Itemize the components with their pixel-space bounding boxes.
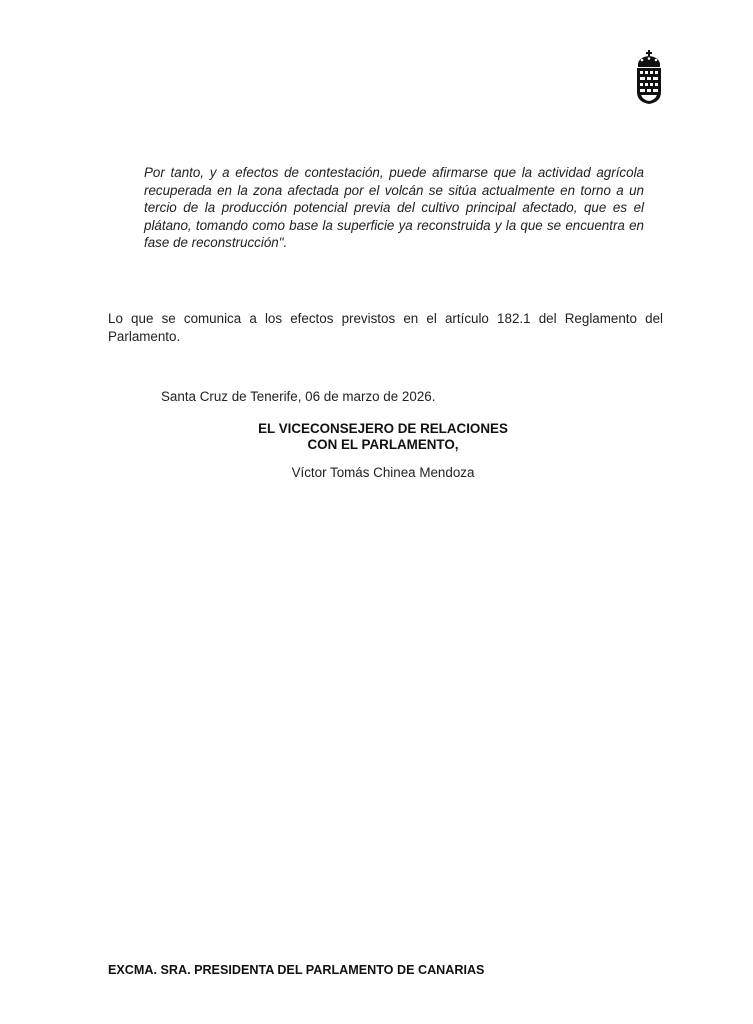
signatory-title-line-2: CON EL PARLAMENTO, (307, 437, 459, 452)
signatory-name: Víctor Tomás Chinea Mendoza (291, 465, 475, 480)
addressee: EXCMA. SRA. PRESIDENTA DEL PARLAMENTO DE CANARIAS (108, 963, 485, 977)
coat-of-arms-icon (634, 50, 664, 105)
signatory-title-line-1: EL VICECONSEJERO DE RELACIONES (258, 421, 508, 436)
quoted-answer-paragraph: Por tanto, y a efectos de contestación, puede afirmarse que la actividad agrícola recuperada en la zona afectada por el volcán se sitúa actualmente en torno a un tercio de la producción potencial previa del cultivo principal afectado, que es el plátano, tomando como base la superficie ya reconstruida y la que se encuentra en fase de reconstrucción". (144, 165, 644, 251)
communication-paragraph: Lo que se comunica a los efectos previstos en el artículo 182.1 del Reglamento del Parlamento. (108, 311, 663, 344)
place-date: Santa Cruz de Tenerife, 06 de marzo de 2026. (161, 389, 436, 404)
signatory-title (200, 421, 566, 453)
